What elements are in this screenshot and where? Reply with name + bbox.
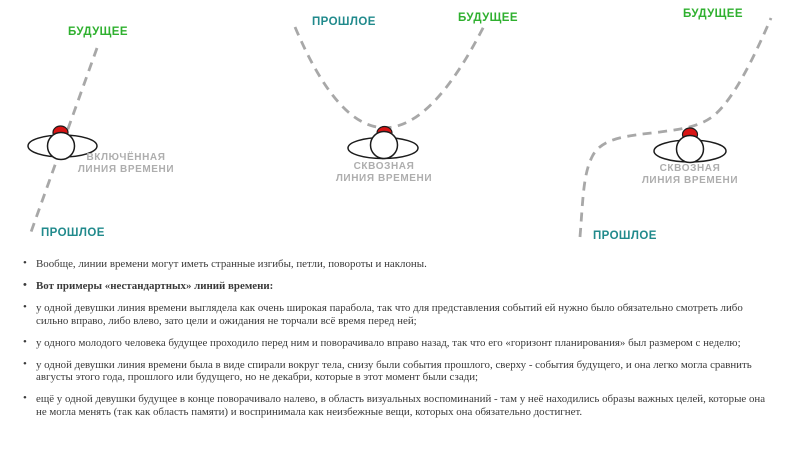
timeline-type-line1: СКВОЗНАЯ (659, 163, 721, 174)
bullet-item: • Вот примеры «нестандартных» линий времени: (22, 280, 775, 293)
past-label: ПРОШЛОЕ (593, 230, 657, 242)
head-circle (48, 133, 75, 160)
past-label: ПРОШЛОЕ (41, 227, 105, 239)
bullet-item: • у одного молодого человека будущее проходило перед ним и поворачивало вправо назад, так что его «горизонт планирования» был размером с неделю; (22, 337, 775, 350)
timeline-type-line1: СКВОЗНАЯ (353, 161, 415, 172)
future-label: БУДУЩЕЕ (68, 26, 128, 38)
timeline-dashed-line (295, 26, 484, 128)
bullet-item: • у одной девушки линия времени выглядела как очень широкая парабола, так что для представления событий ей нужно было обязательно смотреть либо сильно вправо, либо влево, зато цели и ожидания не торчали всё время перед ней; (22, 302, 775, 327)
timeline-type-line1: ВКЛЮЧЁННАЯ (86, 152, 166, 163)
future-label: БУДУЩЕЕ (683, 8, 743, 20)
diagram-through-timeline-s-curve (570, 5, 795, 245)
bullet-item: • Вообще, линии времени могут иметь странные изгибы, петли, повороты и наклоны. (22, 258, 775, 271)
timeline-type-label (640, 163, 740, 186)
bullet-item: • у одной девушки линия времени была в виде спирали вокруг тела, снизу были события прошлого, сверху - события будущего, и она легко могла сравнить августы этого года, прошлого или будущего, но не декабри, которые в этот момент были сзади; (22, 359, 775, 384)
diagram-through-timeline-parabola (285, 5, 518, 200)
head-circle (677, 136, 704, 163)
through-timeline-s-curve-svg (570, 5, 795, 245)
person-top-view-icon (348, 127, 418, 159)
timeline-dashed-line (580, 18, 771, 237)
past-label: ПРОШЛОЕ (312, 16, 376, 28)
timeline-type-line2: ЛИНИЯ ВРЕМЕНИ (77, 163, 175, 175)
timeline-type-label (76, 152, 176, 175)
included-timeline-svg (10, 10, 210, 245)
timeline-type-line2: ЛИНИЯ ВРЕМЕНИ (641, 174, 739, 186)
diagram-included-timeline (10, 10, 210, 245)
future-label: БУДУЩЕЕ (458, 12, 518, 24)
head-circle (371, 132, 398, 159)
bullet-item: • ещё у одной девушки будущее в конце поворачивало налево, в область визуальных воспоминаний - там у неё находились образы важных целей, которые она не могла менять (так как область памяти) и воспринимала как неизбежные вещи, которых она обязательно достигнет. (22, 393, 775, 418)
bullet-list (22, 258, 775, 428)
person-top-view-icon (654, 128, 726, 163)
timeline-type-line2: ЛИНИЯ ВРЕМЕНИ (335, 172, 433, 184)
timeline-type-label (334, 161, 434, 184)
